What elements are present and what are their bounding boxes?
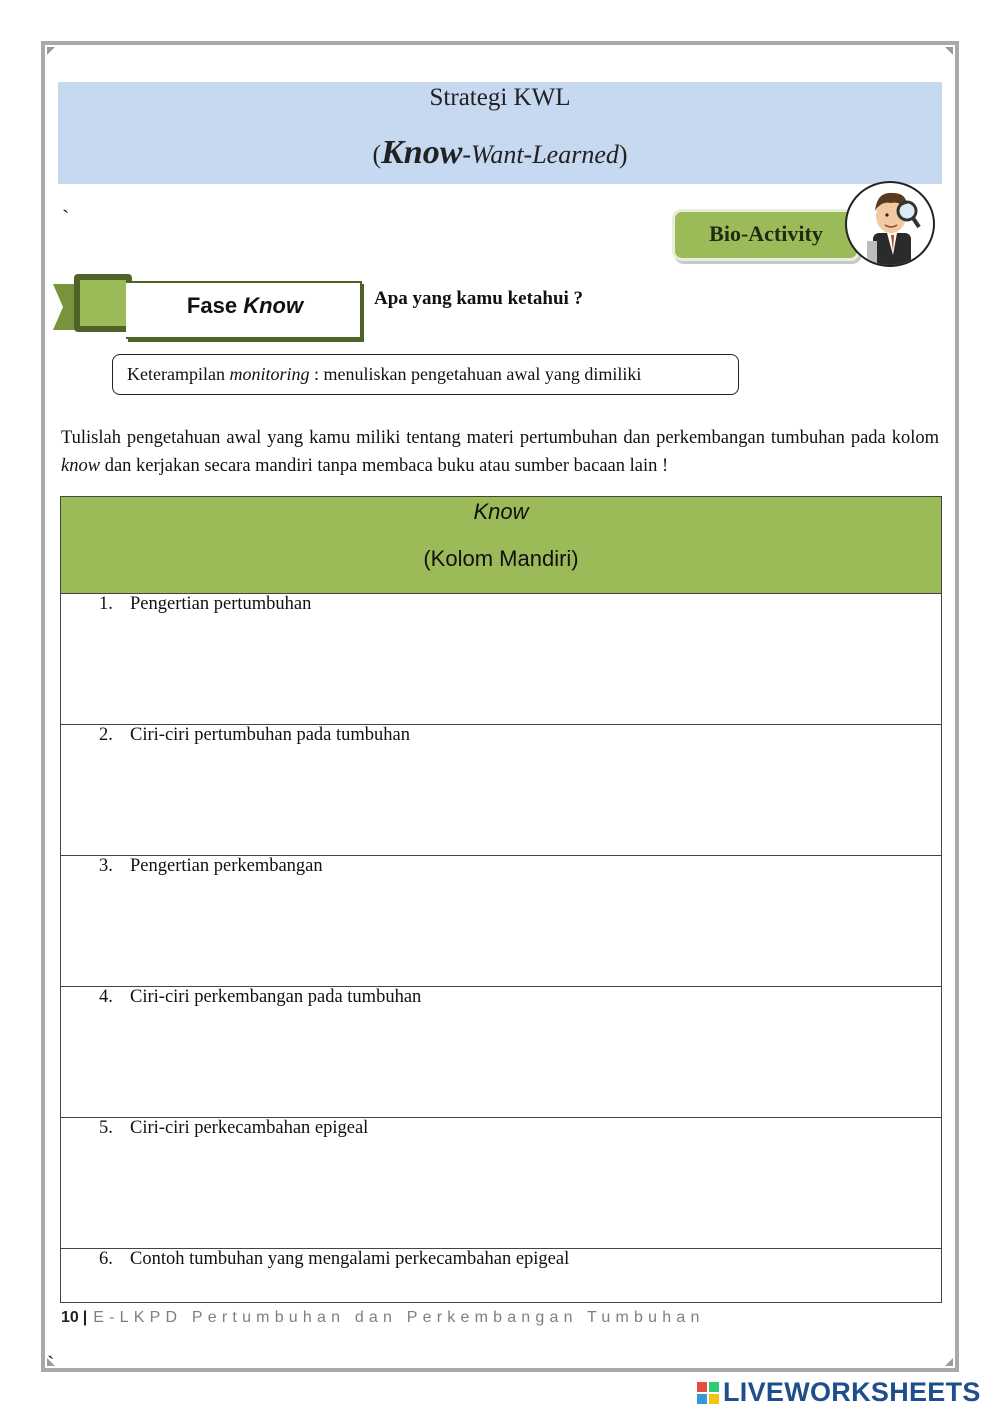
page-subtitle: (Know-Want-Learned) [372, 134, 628, 171]
table-row[interactable] [61, 856, 941, 987]
know-table [60, 496, 942, 1303]
table-row[interactable] [61, 725, 941, 856]
row-prompt: 2. Ciri-ciri pertumbuhan pada tumbuhan [99, 725, 410, 745]
corner-mark [945, 1358, 953, 1366]
bio-activity-badge: Bio-Activity [672, 209, 860, 261]
liveworksheets-text: LIVEWORKSHEETS [723, 1377, 981, 1407]
subtitle-rest: -Want-Learned [462, 140, 619, 169]
table-header-title: Know [473, 499, 529, 524]
row-prompt: 6. Contoh tumbuhan yang mengalami perkecambahan epigeal [99, 1249, 570, 1269]
row-prompt: 5. Ciri-ciri perkecambahan epigeal [99, 1118, 369, 1138]
instructions-text: Tulislah pengetahuan awal yang kamu miliki tentang materi pertumbuhan dan perkembangan tumbuhan pada kolom know dan kerjakan secara mandiri tanpa membaca buku atau sumber bacaan lain ! [61, 428, 939, 476]
table-row[interactable] [61, 987, 941, 1118]
table-row[interactable] [61, 1249, 941, 1302]
table-row[interactable] [61, 1118, 941, 1249]
row-prompt: 4. Ciri-ciri perkembangan pada tumbuhan [99, 987, 422, 1007]
liveworksheets-icon [697, 1382, 719, 1404]
skill-box: Keterampilan monitoring : menuliskan pengetahuan awal yang dimiliki [112, 354, 739, 395]
footer-title: E-LKPD Pertumbuhan dan Perkembangan Tumbuhan [93, 1309, 705, 1326]
row-prompt: 1. Pengertian pertumbuhan [99, 594, 312, 614]
tick-mark: ` [47, 1351, 55, 1376]
tick-mark: ` [62, 205, 70, 230]
page-number: 10 [61, 1309, 79, 1326]
page-title: Strategi KWL [429, 84, 571, 111]
corner-mark [47, 47, 55, 55]
title-banner [58, 82, 942, 184]
detective-magnifier-icon [845, 181, 935, 267]
table-row[interactable] [61, 594, 941, 725]
page-footer: 10 | E-LKPD Pertumbuhan dan Perkembangan Tumbuhan [61, 1309, 705, 1326]
corner-mark [945, 47, 953, 55]
phase-question: Apa yang kamu ketahui ? [374, 288, 584, 309]
phase-label: Fase Know [126, 281, 362, 339]
row-prompt: 3. Pengertian perkembangan [99, 856, 323, 876]
table-header-subtitle: (Kolom Mandiri) [423, 546, 579, 571]
table-header [61, 497, 941, 594]
subtitle-know: Know [381, 134, 463, 171]
